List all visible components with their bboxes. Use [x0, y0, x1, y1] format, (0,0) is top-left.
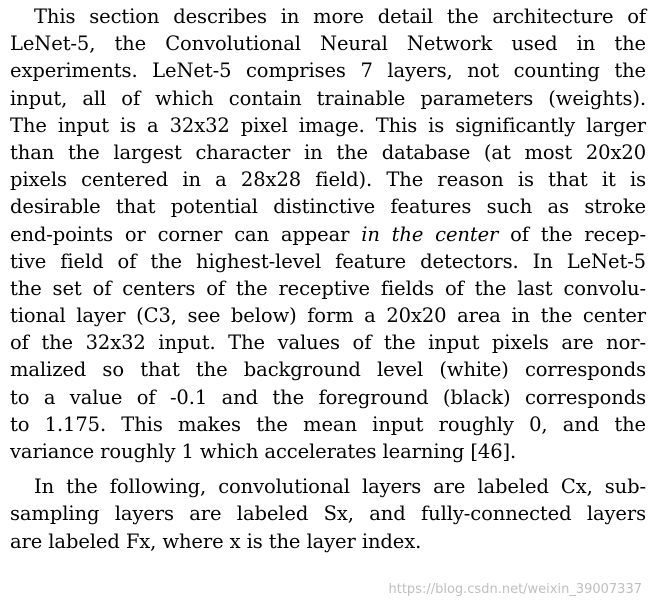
watermark-url: https://blog.csdn.net/weixin_39007337	[388, 582, 642, 597]
text-line: variance roughly 1 which accelerates learning [46].	[10, 440, 517, 463]
text-line: the set of centers of the receptive fields of the last convolu-	[10, 276, 646, 300]
text-line: This section describes in more detail the architecture of	[34, 5, 646, 28]
paragraph-layer-labels	[10, 473, 646, 555]
paper-text-block	[10, 3, 646, 555]
text-line: desirable that potential distinctive features such as stroke	[10, 195, 646, 219]
text-segment: of the recep-	[510, 222, 647, 246]
text-line: experiments. LeNet-5 comprises 7 layers, not counting the	[10, 59, 646, 83]
text-line: malized so that the background level (white) corresponds	[10, 358, 646, 382]
text-line: tional layer (C3, see below) form a 20x20 area in the center	[10, 304, 646, 328]
text-line: LeNet-5, the Convolutional Neural Network used in the	[10, 32, 646, 56]
emphasized-text: in the center	[361, 222, 499, 246]
text-line: to a value of -0.1 and the foreground (black) corresponds	[10, 385, 646, 409]
text-line: are labeled Fx, where x is the layer index.	[10, 529, 422, 553]
text-line: pixels centered in a 28x28 field). The reason is that it is	[10, 168, 646, 192]
text-line: The input is a 32x32 pixel image. This is significantly larger	[10, 113, 646, 137]
text-line: tive field of the highest-level feature detectors. In LeNet-5	[10, 249, 646, 273]
paragraph-lenet-architecture	[10, 3, 646, 465]
text-line: of the 32x32 input. The values of the input pixels are nor-	[10, 331, 646, 355]
text-line: sampling layers are labeled Sx, and fully-connected layers	[10, 502, 646, 526]
text-line: input, all of which contain trainable parameters (weights).	[10, 86, 646, 110]
text-line: In the following, convolutional layers are labeled Cx, sub-	[34, 475, 646, 499]
text-line: than the largest character in the database (at most 20x20	[10, 140, 646, 164]
text-segment: end-points or corner can appear	[10, 222, 350, 246]
text-line-with-emphasis	[10, 221, 646, 248]
text-line: to 1.175. This makes the mean input roughly 0, and the	[10, 412, 646, 436]
